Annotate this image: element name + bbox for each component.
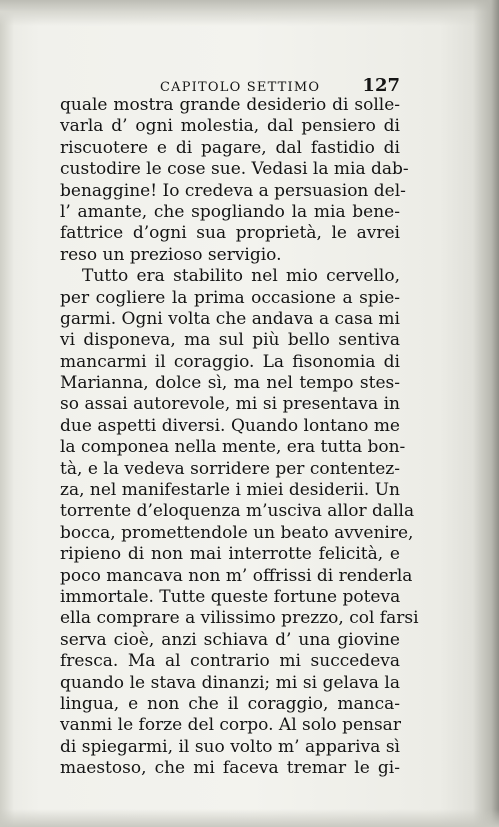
text-line: bocca, promettendole un beato avvenire, — [60, 522, 414, 543]
text-line: reso un prezioso servigio. — [60, 244, 282, 265]
text-line: ella comprare a vilissimo prezzo, col farsi — [60, 608, 419, 629]
right-page-edge — [473, 0, 499, 827]
text-line: poco mancava non m’ offrissi di renderla — [60, 565, 413, 586]
text-line: Tutto era stabilito nel mio cervello, — [82, 266, 400, 287]
text-line: garmi. Ogni volta che andava a casa mi — [60, 308, 400, 329]
text-line: fattrice d’ogni sua proprietà, le avrei — [60, 223, 400, 244]
text-line: l’ amante, che spogliando la mia bene- — [60, 201, 400, 222]
text-line: quando le stava dinanzi; mi si gelava la — [60, 672, 400, 693]
text-line: benaggine! Io credeva a persuasion del- — [60, 180, 406, 201]
text-line: vi disponeva, ma sul più bello sentiva — [60, 330, 400, 351]
text-line: vanmi le forze del corpo. Al solo pensar — [60, 715, 401, 736]
text-line: torrente d’eloquenza m’usciva allor dalla — [60, 501, 415, 522]
text-line: mancarmi il coraggio. La fisonomia di — [60, 351, 400, 372]
text-line: varla d’ ogni molestia, dal pensiero di — [60, 116, 400, 137]
chapter-title: CAPITOLO SETTIMO — [160, 80, 321, 95]
text-line: so assai autorevole, mi si presentava in — [60, 394, 400, 415]
text-line: immortale. Tutte queste fortune poteva — [60, 586, 401, 607]
text-line: quale mostra grande desiderio di solle- — [60, 95, 400, 115]
text-line: za, nel manifestarle i miei desiderii. Un — [60, 480, 400, 501]
text-line: custodire le cose sue. Vedasi la mia dab- — [60, 159, 409, 180]
page-number: 127 — [362, 75, 400, 96]
text-line: di spiegarmi, il suo volto m’ appariva sì — [60, 736, 400, 757]
body-text — [60, 95, 419, 780]
text-line: la componea nella mente, era tutta bon- — [60, 437, 406, 458]
text-line: lingua, e non che il coraggio, manca- — [60, 693, 400, 714]
text-line: fresca. Ma al contrario mi succedeva — [60, 651, 400, 672]
text-line: due aspetti diversi. Quando lontano me — [60, 415, 400, 436]
text-line: ripieno di non mai interrotte felicità, e — [60, 544, 400, 565]
top-page-edge — [0, 0, 499, 26]
text-line: per cogliere la prima occasione a spie- — [60, 287, 400, 308]
gutter-shadow — [0, 0, 14, 827]
text-line: Marianna, dolce sì, ma nel tempo stes- — [60, 373, 400, 394]
bottom-page-edge — [0, 809, 499, 827]
text-line: maestoso, che mi faceva tremar le gi- — [60, 758, 400, 779]
text-line: tà, e la vedeva sorridere per contentez- — [60, 458, 400, 479]
text-line: serva cioè, anzi schiava d’ una giovine — [60, 629, 400, 650]
text-line: riscuotere e di pagare, dal fastidio di — [60, 137, 400, 158]
